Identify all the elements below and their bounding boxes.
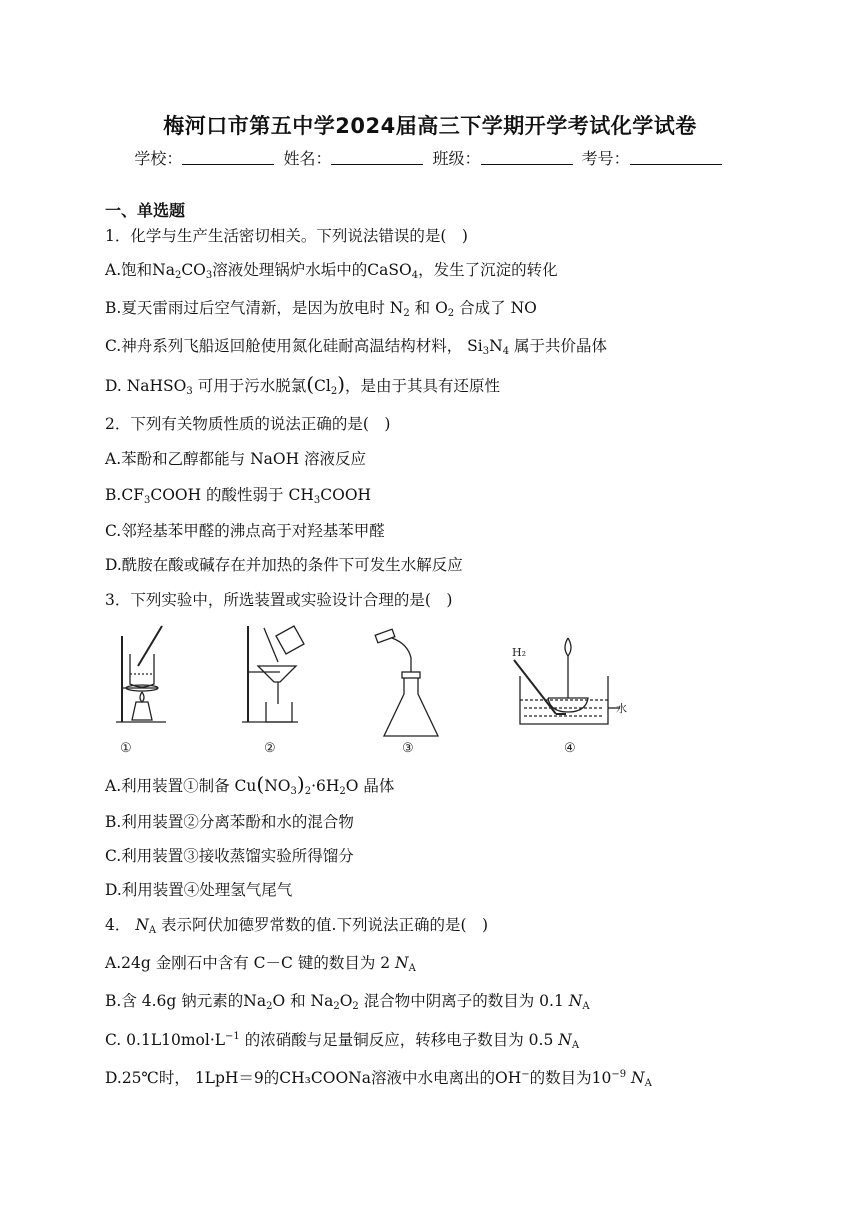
caption-2: ② <box>264 741 276 756</box>
q1-option-b[interactable]: B.夏天雷雨过后空气清新，是因为放电时 $N_2$ 和 $O_2$ 合成了 NO <box>105 299 537 319</box>
page-title: 梅河口市第五中学2024届高三下学期开学考试化学试卷 <box>163 114 697 138</box>
q2-a-text2: 溶液反应 <box>304 450 367 468</box>
q4-c-text2: 的浓硝酸与足量铜反应，转移电子数目为 0.5 <box>244 1031 554 1049</box>
class-blank[interactable] <box>481 150 573 165</box>
q1-option-c[interactable]: C.神舟系列飞船返回舱使用氮化硅耐高温结构材料， $Si_3N_4$ 属于共价晶体 <box>105 337 608 357</box>
q2-option-d[interactable]: D.酰胺在酸或碱存在并加热的条件下可发生水解反应 <box>105 556 463 574</box>
q1-d-text3: ，是由于其具有还原性 <box>345 377 501 395</box>
q1-b-text3: 合成了 <box>459 299 506 317</box>
q2-b-text2: 的酸性弱于 <box>206 486 284 504</box>
q3-option-a[interactable]: A.利用装置①制备 $Cu(NO_3)_2\cdot 6H_2O$ 晶体 <box>105 772 395 797</box>
q1-a-text2: 溶液处理锅炉水垢中的 <box>212 261 368 279</box>
q4-option-a[interactable]: A.24g 金刚石中含有 C－C 键的数目为 2 $N_A$ <box>105 954 416 974</box>
h2-label: H₂ <box>512 646 527 659</box>
school-label: 学校： <box>134 149 183 168</box>
q2-option-a[interactable] <box>105 447 366 469</box>
q1-option-a[interactable]: A.饱和$Na_2CO_3$溶液处理锅炉水垢中的CaSO$_4$，发生了沉淀的转化 <box>105 261 558 281</box>
q1-option-d[interactable]: D. NaHSO$_3$ 可用于污水脱氯$(Cl_2)$，是由于其具有还原性 <box>105 372 501 397</box>
section-heading: 一、单选题 <box>105 201 186 220</box>
apparatus-2-filtration <box>242 626 304 722</box>
q1-a-text3: ，发生了沉淀的转化 <box>418 261 558 279</box>
q1-b-text1: B.夏天雷雨过后空气清新，是因为放电时 <box>105 299 385 317</box>
q4-option-c[interactable]: C. $0.1L10mol\cdot L^{-1}$ 的浓硝酸与足量铜反应，转移电子数目为 0.5 $N_A$ <box>105 1031 580 1051</box>
q2-a-naoh: NaOH <box>250 450 300 468</box>
apparatus-4-gas-burn <box>514 638 620 724</box>
q2-a-text1: A.苯酚和乙醇都能与 <box>105 450 246 468</box>
q1-a-text1: A.饱和 <box>105 261 153 279</box>
q1-stem: 1．化学与生产生活密切相关。下列说法错误的是( ) <box>105 227 468 245</box>
q2-b-text1: B. <box>105 486 122 504</box>
name-blank[interactable] <box>331 150 423 165</box>
q4-c-conc: 0.1L10mol·L <box>126 1031 226 1049</box>
q4-d-ph: 1LpH＝9 <box>194 1069 264 1087</box>
q4-option-d[interactable]: D.25℃时， 1LpH＝9的CH₃COONa溶液中水电离出的OH−的数目为$10^{-9}$ $N_A$ <box>105 1069 652 1089</box>
q4-d-text4: 的数目为 <box>529 1069 592 1087</box>
q4-option-b[interactable]: B.含 4.6g 钠元素的$Na_2O$ 和 $Na_2O_2$ 混合物中阴离子的数目为 0.1 $N_A$ <box>105 992 590 1012</box>
q3-a-text1: A.利用装置①制备 <box>105 777 230 795</box>
q1-c-text2: 属于共价晶体 <box>514 337 608 355</box>
q4-a-cc: C－C <box>253 954 293 972</box>
q4-d-text2: 的 <box>263 1069 280 1087</box>
number-label: 考号： <box>581 149 630 168</box>
q2-option-b[interactable]: $B.CF_3COOH$ 的酸性弱于 $CH_3COOH$ <box>105 486 372 506</box>
q4-b-text3: 混合物中阴离子的数目为 0.1 <box>363 992 564 1010</box>
caption-1: ① <box>120 741 132 756</box>
q3-option-b[interactable]: B.利用装置②分离苯酚和水的混合物 <box>105 813 354 831</box>
q3-a-text2: 晶体 <box>363 777 395 795</box>
student-info-line <box>0 146 860 169</box>
q2-stem: 2．下列有关物质性质的说法正确的是( ) <box>105 415 391 433</box>
q4-stem-text2: 表示阿伏加德罗常数的值.下列说法正确的是( ) <box>161 916 489 934</box>
q4-d-ch3coona: CH₃COONa <box>279 1069 371 1087</box>
q1-d-text2: 可用于污水脱氯 <box>197 377 307 395</box>
q4-d-text1: D. <box>105 1069 122 1087</box>
caption-3: ③ <box>402 741 414 756</box>
q1-b-text2: 和 <box>414 299 431 317</box>
q4-stem-text1: 4． <box>105 916 131 934</box>
q4-a-text2: 键的数目为 2 <box>297 954 391 972</box>
apparatus-1-evaporation <box>116 626 166 722</box>
number-blank[interactable] <box>630 150 722 165</box>
q3-option-d[interactable]: D.利用装置④处理氢气尾气 <box>105 881 293 899</box>
q3-option-c[interactable]: C.利用装置③接收蒸馏实验所得馏分 <box>105 847 354 865</box>
class-label: 班级： <box>432 149 481 168</box>
q4-d-text3: 溶液中水电离出的 <box>370 1069 495 1087</box>
q1-c-text1: C.神舟系列飞船返回舱使用氮化硅耐高温结构材料， <box>105 337 463 355</box>
q4-d-temp: 25℃时， <box>121 1069 190 1087</box>
caption-4: ④ <box>564 741 576 756</box>
q2-option-c[interactable]: C.邻羟基苯甲醛的沸点高于对羟基苯甲醛 <box>105 522 385 540</box>
q1-d-text1: D. <box>105 377 122 395</box>
name-label: 姓名： <box>283 149 332 168</box>
q3-stem: 3．下列实验中，所选装置或实验设计合理的是( ) <box>105 591 453 609</box>
school-blank[interactable] <box>182 150 274 165</box>
q4-a-text1: A.24g 金刚石中含有 <box>105 954 249 972</box>
q4-b-text2: 和 <box>290 992 306 1010</box>
apparatus-figure <box>108 616 628 764</box>
q1-b-no: NO <box>510 299 537 317</box>
apparatus-3-flask <box>375 629 438 736</box>
q4-c-text1: C. <box>105 1031 122 1049</box>
q4-d-pow: 10 <box>591 1069 612 1087</box>
q4-stem: 4． $N_A$ 表示阿伏加德罗常数的值.下列说法正确的是( ) <box>105 916 489 936</box>
water-label: 水 <box>616 702 627 715</box>
q4-b-text1: B.含 4.6g 钠元素的 <box>105 992 244 1010</box>
